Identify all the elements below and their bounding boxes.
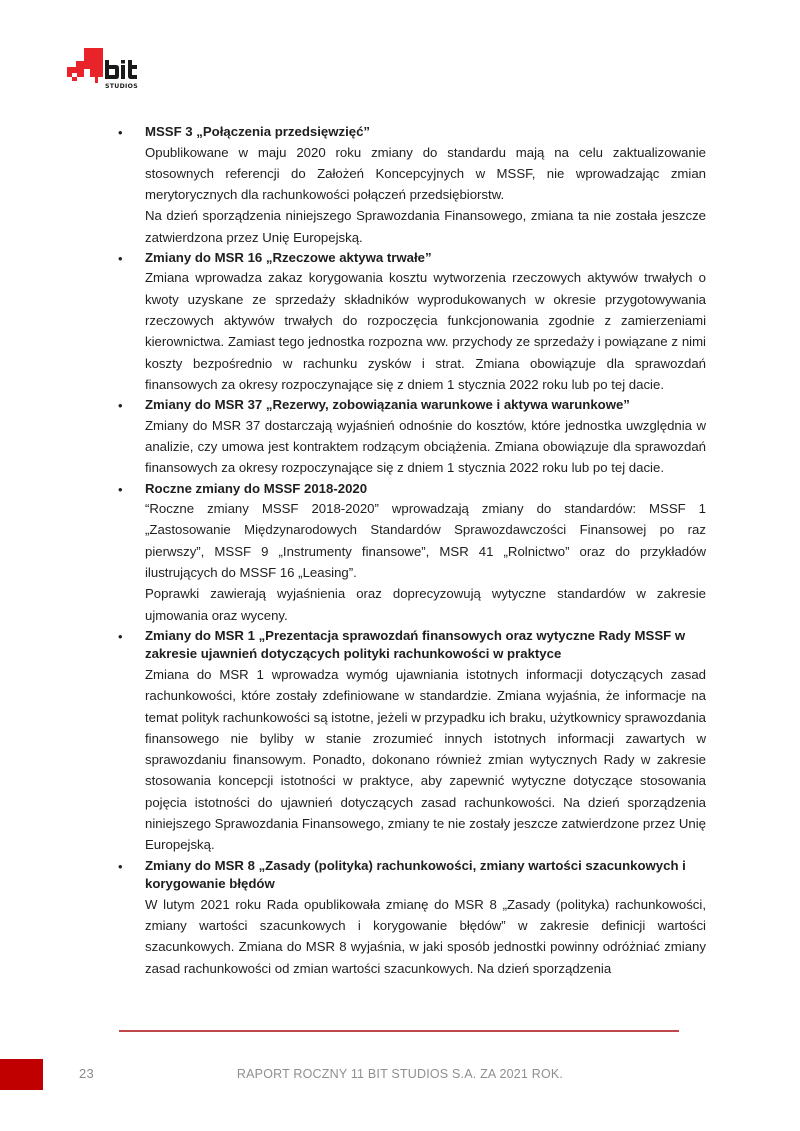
bullet-icon: •: [118, 250, 123, 266]
section-title: Roczne zmiany do MSSF 2018-2020: [145, 480, 368, 496]
section-paragraph: Opublikowane w maju 2020 roku zmiany do standardu mają na celu zaktualizowanie stosownych referencji do Założeń Koncepcyjnych w MSSF, nie wprowadzając zmian merytorycznych dla rachunkowości połączeń przedsiębiorstw.: [145, 144, 706, 203]
page-number: 23: [79, 1066, 95, 1081]
section-paragraph: “Roczne zmiany MSSF 2018-2020” wprowadzają zmiany do standardów: MSSF 1 „Zastosowanie Międzynarodowych Standardów Sprawozdawczości Finansowej po raz pierwszy”, MSSF 9 „Instrumenty finansowe”, MSR 41 „Rolnictwo” oraz do przykładów ilustrujących do MSSF 16 „Leasing”.: [145, 501, 706, 581]
bullet-icon: •: [118, 481, 123, 497]
section-title: MSSF 3 „Połączenia przedsięwzięć”: [145, 124, 370, 139]
section-msr16: [115, 248, 706, 395]
section-paragraph: Zmiana do MSR 1 wprowadza wymóg ujawniania istotnych informacji dotyczących zasad rachunkowości, które zostały zdefiniowane w standardzie. Zmiana wyjaśnia, że informacje na temat polityk rachunkowości są istotne, jeżeli w przypadku ich braku, użytkownicy sprawozdania finansowego nie byliby w stanie zrozumieć innych istotnych informacji zawartych w sprawozdaniu finansowym. Ponadto, dokonano również zmian wytycznych Rady w zakresie stosowania koncepcji istotności w praktyce, aby zapewnić wytyczne dotyczące stosowania pojęcia istotności do ujawnień dotyczących zasad rachunkowości. Na dzień sporządzenia niniejszego Sprawozdania Finansowego, zmiany te nie zostały jeszcze zatwierdzone przez Unię Europejską.: [145, 666, 706, 853]
footer-accent-block: [0, 1059, 43, 1090]
section-title: Zmiany do MSR 1 „Prezentacja sprawozdań finansowych oraz wytyczne Rady MSSF w zakresie ujawnień dotyczących polityki rachunkowości w praktyce: [145, 627, 686, 662]
section-paragraph: Zmiana wprowadza zakaz korygowania kosztu wytworzenia rzeczowych aktywów trwałych o kwoty uzyskane ze sprzedaży składników wyprodukowanych w okresie przygotowywania rzeczowych aktywów trwałych do rozpoczęcia funkcjonowania zgodnie z zamierzeniami kierownictwa. Zamiast tego jednostka rozpozna ww. przychody ze sprzedaży i powiązane z nimi koszty bezpośrednio w rachunku zysków i strat. Zmiana obowiązuje dla sprawozdań finansowych za okresy rozpoczynające się z dniem 1 stycznia 2022 roku lub po tej dacie.: [145, 270, 706, 392]
bullet-icon: •: [118, 858, 123, 874]
section-title: Zmiany do MSR 8 „Zasady (polityka) rachunkowości, zmiany wartości szacunkowych i korygowanie błędów: [145, 857, 686, 892]
company-logo: [66, 47, 148, 93]
section-annual-improvements: [115, 479, 706, 626]
document-body: [115, 122, 706, 979]
section-paragraph: Zmiany do MSR 37 dostarczają wyjaśnień odnośnie do kosztów, które jednostka uwzględnia w analizie, czy umowa jest kontraktem rodzącym obciążenia. Zmiana obowiązuje dla sprawozdań finansowych za okresy rozpoczynające się z dniem 1 stycznia 2022 roku lub po tej dacie.: [145, 417, 706, 476]
section-paragraph: Poprawki zawierają wyjaśnienia oraz doprecyzowują wytyczne standardów w zakresie ujmowania oraz wyceny.: [145, 586, 706, 623]
footer-divider: [119, 1030, 679, 1032]
svg-text:STUDIOS: STUDIOS: [105, 83, 138, 90]
section-paragraph: W lutym 2021 roku Rada opublikowała zmianę do MSR 8 „Zasady (polityka) rachunkowości, zmiany wartości szacunkowych i korygowanie błędów” w zakresie definicji wartości szacunkowych. Zmiana do MSR 8 wyjaśnia, w jaki sposób jednostki powinny odróżniać zmiany zasad rachunkowości od zmian wartości szacunkowych. Na dzień sporządzenia: [145, 896, 706, 976]
section-msr1: [115, 626, 706, 856]
footer-report-title: RAPORT ROCZNY 11 BIT STUDIOS S.A. ZA 2021 ROK.: [236, 1067, 564, 1081]
bullet-icon: •: [118, 628, 123, 644]
11-bit-studios-logo-icon: [66, 47, 148, 93]
section-paragraph: Na dzień sporządzenia niniejszego Sprawozdania Finansowego, zmiana ta nie została jeszcze zatwierdzona przez Unię Europejską.: [145, 208, 706, 245]
section-mssf3: [115, 122, 706, 248]
bullet-icon: •: [118, 125, 123, 140]
bullet-icon: •: [118, 398, 123, 414]
section-title: Zmiany do MSR 16 „Rzeczowe aktywa trwałe”: [145, 249, 432, 265]
section-msr37: [115, 395, 706, 478]
section-msr8: [115, 856, 706, 979]
section-title: Zmiany do MSR 37 „Rezerwy, zobowiązania warunkowe i aktywa warunkowe”: [145, 397, 630, 413]
